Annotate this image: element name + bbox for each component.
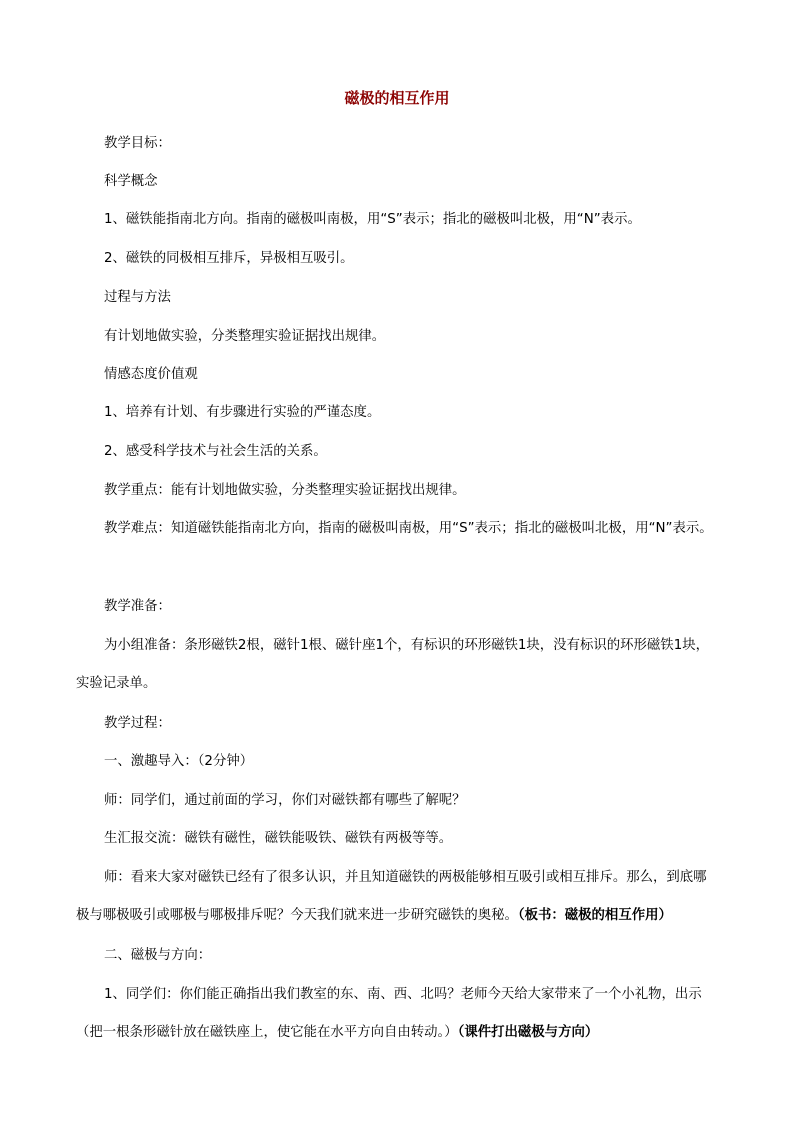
direction-activity-text: 1、同学们：你们能正确指出我们教室的东、南、西、北吗？老师今天给大家带来了一个小礼物，出示（把一根条形磁针放在磁铁座上，使它能在水平方向自由转动。） — [76, 987, 702, 1040]
section-heading-objectives: 教学目标： — [104, 136, 171, 151]
section-heading-process: 教学过程： — [104, 716, 171, 731]
step-heading-intro: 一、激趣导入：（2分钟） — [104, 754, 254, 769]
paragraph-direction-activity — [76, 976, 718, 1052]
courseware-note: （课件打出磁极与方向） — [457, 1025, 599, 1040]
paragraph-student-report: 生汇报交流：磁铁有磁性，磁铁能吸铁、磁铁有两极等等。 — [104, 831, 453, 846]
page-title: 磁极的相互作用 — [344, 89, 450, 107]
paragraph-teacher-question: 师：同学们，通过前面的学习，你们对磁铁都有哪些了解呢？ — [104, 793, 466, 808]
subheading-science-concepts: 科学概念 — [104, 174, 158, 189]
subheading-process-methods: 过程与方法 — [104, 290, 171, 305]
subheading-attitude-values: 情感态度价值观 — [104, 367, 198, 382]
step-heading-poles-direction: 二、磁极与方向： — [104, 948, 212, 963]
teacher-intro-text: 师：看来大家对磁铁已经有了很多认识，并且知道磁铁的两极能够相互吸引或相互排斥。那么，到底哪极与哪极吸引或哪极与哪极排斥呢？今天我们就来进一步研究磁铁的奥秘。 — [76, 870, 707, 923]
paragraph-concept-1: 1、磁铁能指南北方向。指南的磁极叫南极，用“S”表示；指北的磁极叫北极，用“N”表示。 — [104, 212, 641, 227]
paragraph-difficulties: 教学难点：知道磁铁能指南北方向，指南的磁极叫南极，用“S”表示；指北的磁极叫北极，用“N”表示。 — [104, 521, 713, 536]
paragraph-attitude-1: 1、培养有计划、有步骤进行实验的严谨态度。 — [104, 405, 381, 420]
paragraph-teacher-intro — [76, 859, 718, 935]
paragraph-key-points: 教学重点：能有计划地做实验，分类整理实验证据找出规律。 — [104, 483, 466, 498]
paragraph-process: 有计划地做实验，分类整理实验证据找出规律。 — [104, 329, 386, 344]
paragraph-attitude-2: 2、感受科学技术与社会生活的关系。 — [104, 444, 327, 459]
section-heading-preparation: 教学准备： — [104, 599, 171, 614]
paragraph-materials: 为小组准备：条形磁铁2根，磁针1根、磁针座1个，有标识的环形磁铁1块，没有标识的环形磁铁1块，实验记录单。 — [76, 638, 710, 691]
board-note: （板书：磁极的相互作用） — [517, 908, 672, 923]
paragraph-concept-2: 2、磁铁的同极相互排斥，异极相互吸引。 — [104, 251, 354, 266]
